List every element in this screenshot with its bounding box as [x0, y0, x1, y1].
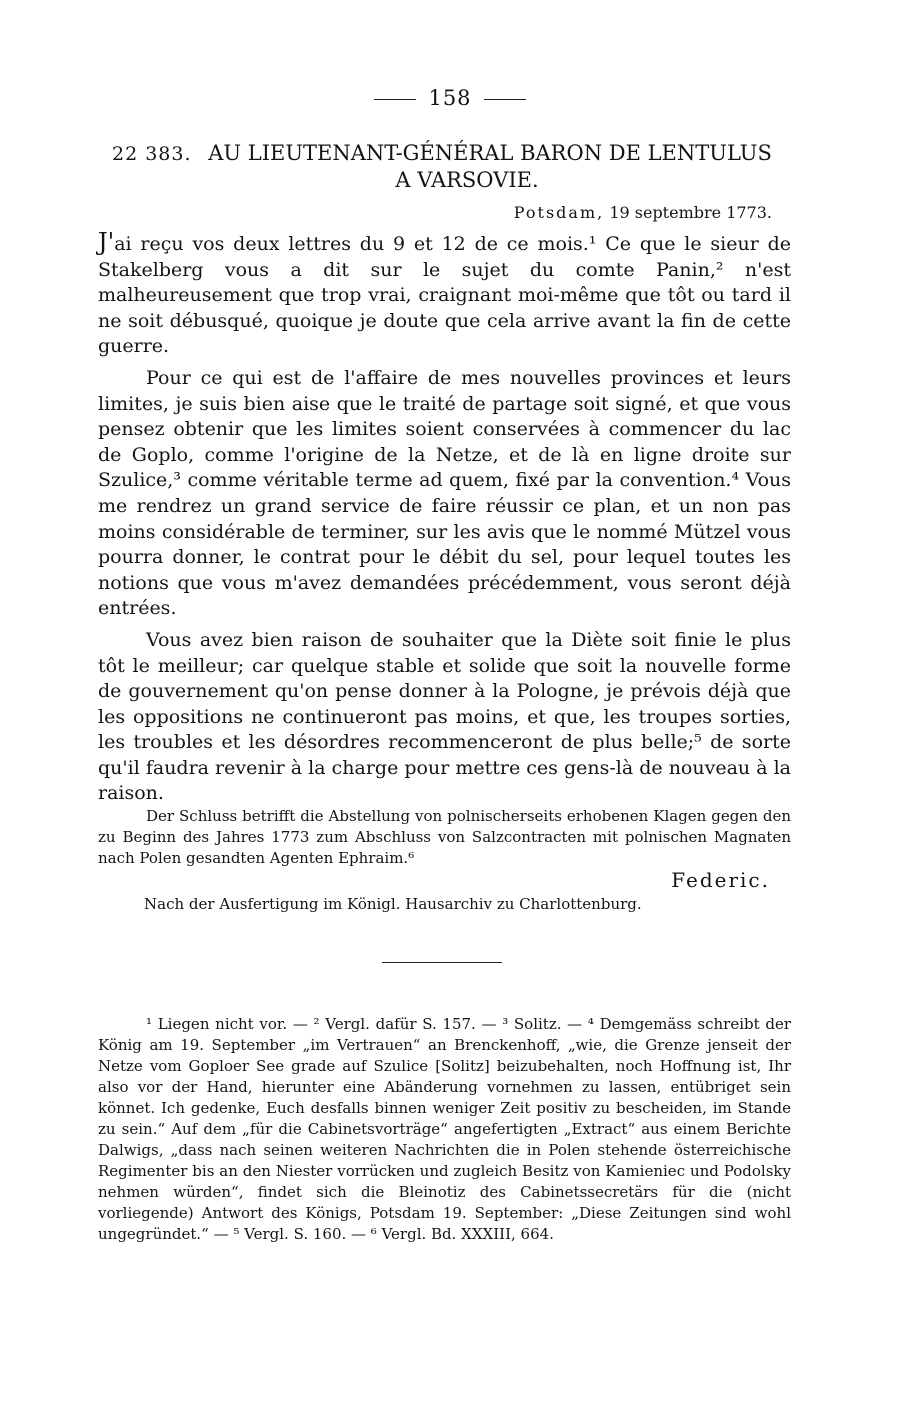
dateline-place: Potsdam,: [513, 203, 605, 222]
footnotes: [98, 1014, 791, 1245]
footnotes-text: ¹ Liegen nicht vor. — ² Vergl. dafür S. 157. — ³ Solitz. — ⁴ Demgemäss schreibt der König am 19. September „im Vertrauen“ an Brenckenhoff, „wie, die Grenze jenseit der Netze vom Goploer See grade auf Szulice [Solitz] beizubehalten, noch Hoffnung ist, Ihr also vor der Hand, hierunter eine Abänderung vornehmen zu lassen, entübriget sein könnet. Ich gedenke, Euch desfalls binnen weniger Zeit positiv zu bescheiden, im Stande zu sein.“ Auf dem „für die Cabinetsvorträge“ angefertigten „Extract“ aus einem Berichte Dalwigs, „dass nach seinen weiteren Nachrichten die in Polen stehende österreichische Regimenter bis an den Niester vorrücken und zugleich Besitz von Kamieniec und Podolsky nehmen würden“, findet sich die Bleinotiz des Cabinetssecretärs für die (nicht vorliegende) Antwort des Königs, Potsdam 19. September: „Diese Zeitungen sind wohl ungegründet.“ — ⁵ Vergl. S. 160. — ⁶ Vergl. Bd. XXXIII, 664.: [98, 1015, 791, 1243]
dateline-date: 19 septembre 1773.: [609, 203, 772, 222]
right-dash: [484, 99, 526, 100]
dateline: [514, 203, 772, 222]
letter-body: [98, 230, 791, 807]
letter-heading: [112, 140, 782, 193]
closing-note: Der Schluss betrifft die Abstellung von polnischerseits erhobenen Klagen gegen den zu Beginn des Jahres 1773 zum Abschluss von Salzcontracten mit polnischen Magnaten nach Polen gesandten Agenten Ephraim.⁶: [98, 807, 791, 867]
signature: Federic.: [671, 868, 770, 892]
paragraph-3: Vous avez bien raison de souhaiter que la Diète soit finie le plus tôt le meilleur; car quelque stable et solide que soit la nouvelle forme de gouvernement qu'on pense donner à la Pologne, je prévois déjà que les oppositions ne continueront pas moins, et que, les troupes sorties, les troubles et les désordres recommenceront de plus belle;⁵ de sorte qu'il faudra revenir à la charge pour mettre ces gens-là de nouveau à la raison.: [98, 628, 791, 805]
heading-line-1: AU LIEUTENANT-GÉNÉRAL BARON DE LENTULUS: [208, 141, 772, 165]
paragraph-1: J'ai reçu vos deux lettres du 9 et 12 de ce mois.¹ Ce que le sieur de Stakelberg vous a dit sur le sujet du comte Panin,² n'est malheureusement que trop vrai, craignant moi-même que tôt ou tard il ne soit débusqué, quoique je doute que cela arrive avant la fin de cette guerre.: [98, 228, 791, 358]
left-dash: [374, 99, 416, 100]
letter-number: 22 383.: [112, 143, 192, 165]
page-number-line: [0, 86, 900, 110]
source-note: Nach der Ausfertigung im Königl. Hausarchiv zu Charlottenburg.: [144, 895, 642, 913]
footnote-separator: [382, 962, 502, 963]
page-number: 158: [428, 86, 472, 110]
paragraph-2: Pour ce qui est de l'affaire de mes nouvelles provinces et leurs limites, je suis bien aise que le traité de partage soit signé, et que vous pensez obtenir que les limites soient conservées à commencer du lac de Goplo, comme l'origine de la Netze, et de là en ligne droite sur Szulice,³ comme véritable terme ad quem, fixé par la convention.⁴ Vous me rendrez un grand service de faire réussir ce plan, et un non pas moins considérable de terminer, sur les avis que le nommé Mützel vous pourra donner, le contrat pour le débit du sel, pour lequel toutes les notions que vous m'avez demandées précédemment, vous seront déjà entrées.: [98, 366, 791, 620]
heading-line-2: A VARSOVIE.: [395, 168, 539, 192]
